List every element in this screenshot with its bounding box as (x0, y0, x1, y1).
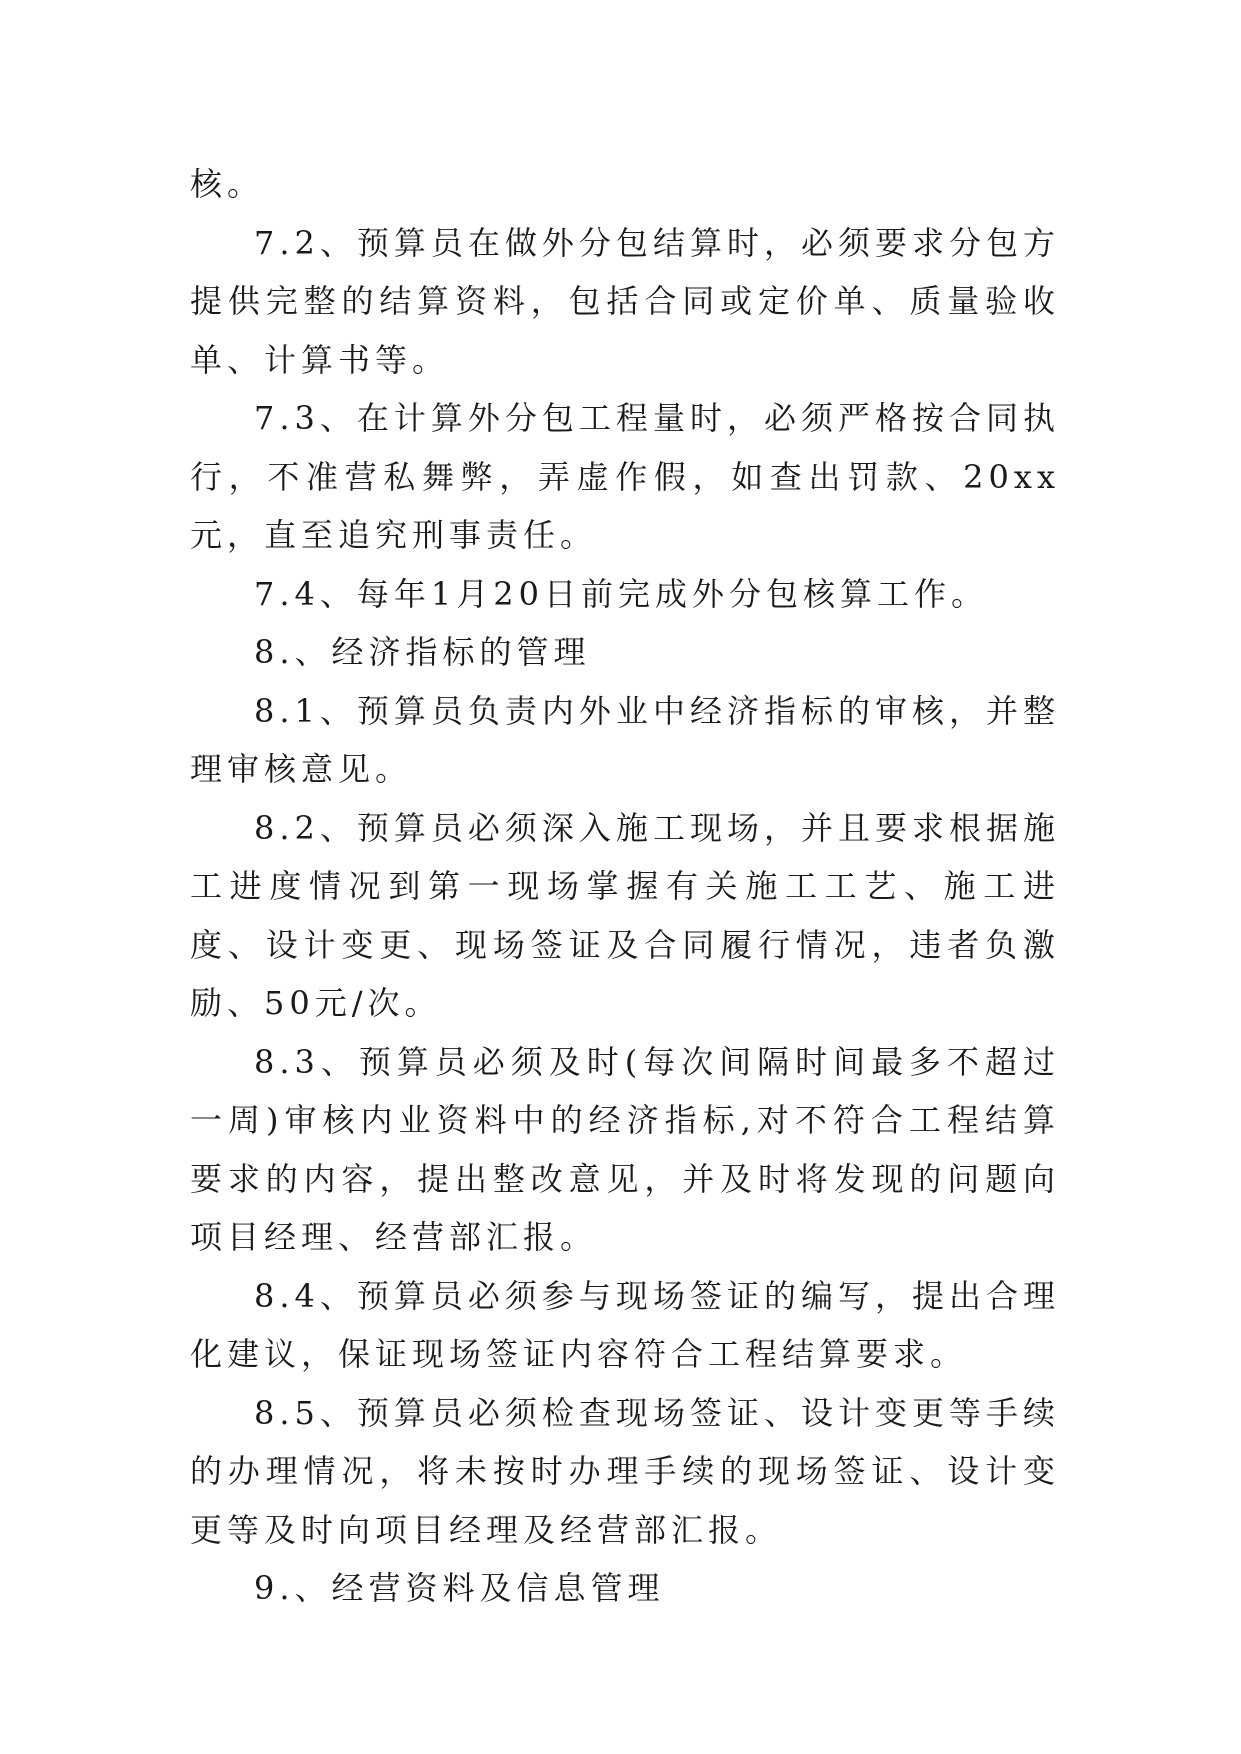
section-heading-9: 9.、经营资料及信息管理 (254, 1569, 665, 1607)
document-body (190, 155, 1060, 1618)
section-heading-8: 8.、经济指标的管理 (254, 633, 591, 671)
paragraph-8-2: 8.2、预算员必须深入施工现场，并且要求根据施工进度情况到第一现场掌握有关施工工艺、施工进度、设计变更、现场签证及合同履行情况，违者负激励、50元/次。 (190, 808, 1060, 1022)
paragraph-8-5: 8.5、预算员必须检查现场签证、设计变更等手续的办理情况，将未按时办理手续的现场签证、设计变更等及时向项目经理及经营部汇报。 (190, 1393, 1060, 1549)
paragraph-7-2: 7.2、预算员在做外分包结算时，必须要求分包方提供完整的结算资料，包括合同或定价单、质量验收单、计算书等。 (190, 223, 1060, 379)
paragraph-8-1: 8.1、预算员负责内外业中经济指标的审核，并整理审核意见。 (190, 691, 1060, 788)
paragraph-7-4: 7.4、每年1月20日前完成外分包核算工作。 (254, 574, 988, 613)
paragraph-8-4: 8.4、预算员必须参与现场签证的编写，提出合理化建议，保证现场签证内容符合工程结算要求。 (190, 1276, 1060, 1373)
paragraph-7-3: 7.3、在计算外分包工程量时，必须严格按合同执行，不准营私舞弊，弄虚作假，如查出罚款、20xx元，直至追究刑事责任。 (190, 399, 1060, 554)
paragraph-8-3: 8.3、预算员必须及时(每次间隔时间最多不超过一周)审核内业资料中的经济指标,对不符合工程结算要求的内容，提出整改意见，并及时将发现的问题向项目经理、经营部汇报。 (190, 1042, 1060, 1256)
paragraph-continuation: 核。 (190, 165, 265, 203)
